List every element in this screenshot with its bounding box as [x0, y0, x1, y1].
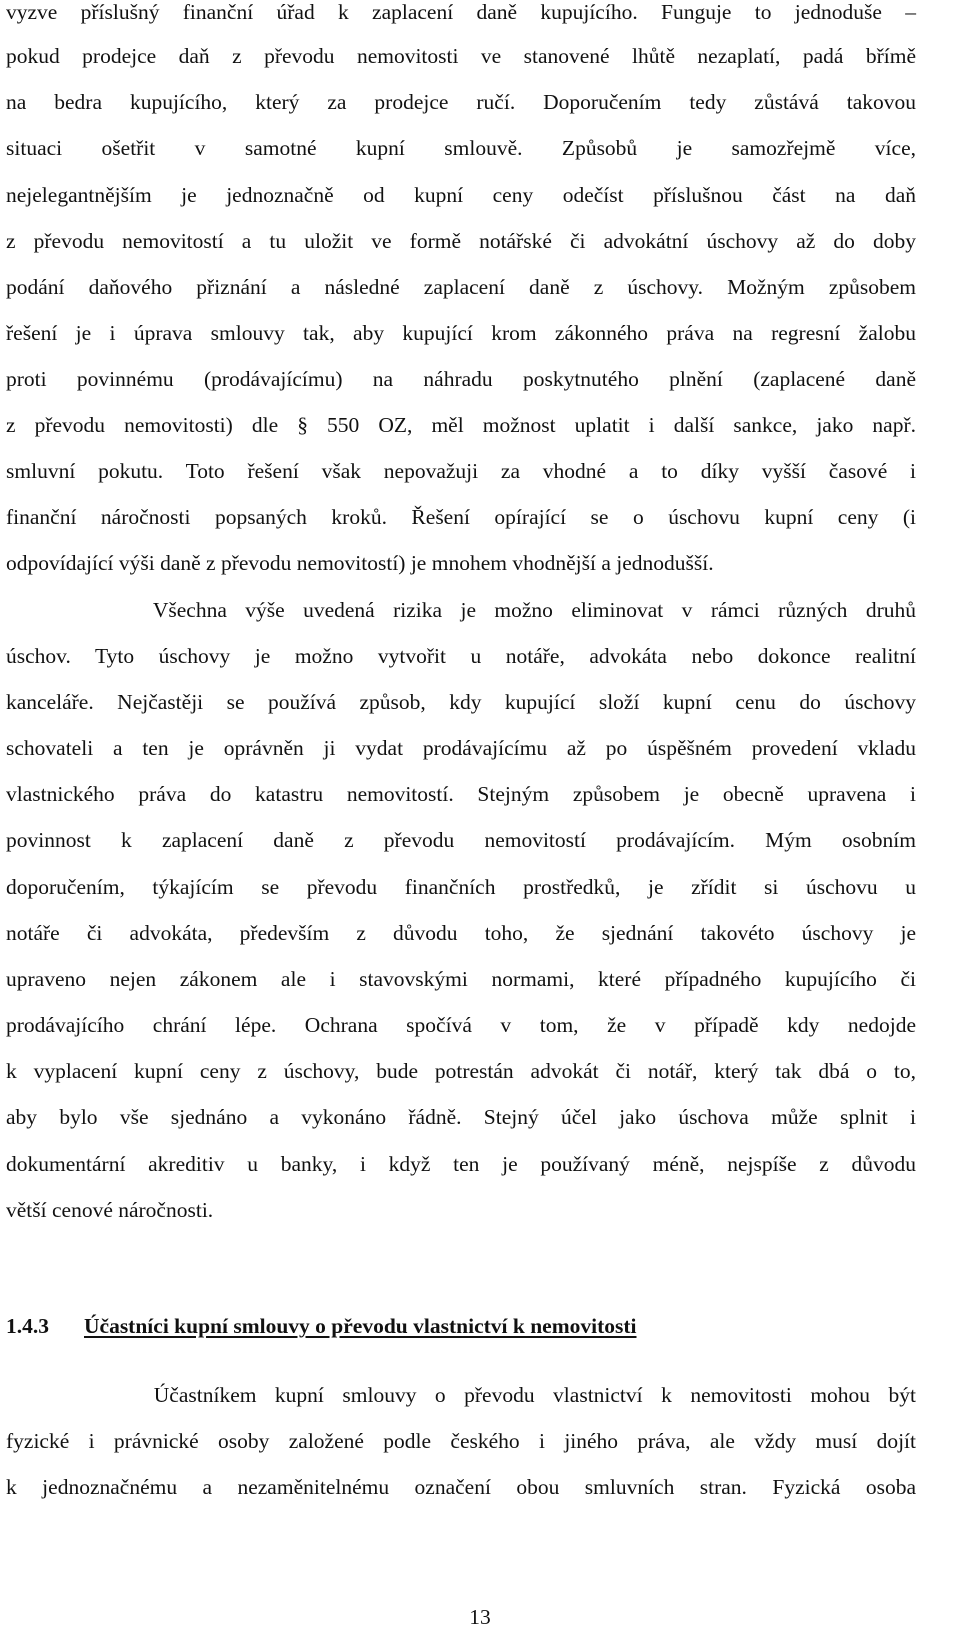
text-line: z převodu nemovitostí a tu uložit ve formě notářské či advokátní úschovy až do doby	[6, 229, 916, 253]
text-line: prodávajícího chrání lépe. Ochrana spočívá v tom, že v případě kdy nedojde	[6, 1013, 916, 1037]
text-line: Účastníkem kupní smlouvy o převodu vlastnictví k nemovitosti mohou být	[6, 1383, 916, 1407]
text-line: doporučením, týkajícím se převodu finančních prostředků, je zřídit si úschovu u	[6, 875, 916, 899]
text-line: situaci ošetřit v samotné kupní smlouvě. Způsobů je samozřejmě více,	[6, 136, 916, 160]
text-line: fyzické i právnické osoby založené podle českého i jiného práva, ale vždy musí dojít	[6, 1429, 916, 1453]
text-line: vyzve příslušný finanční úřad k zaplacení daně kupujícího. Funguje to jednoduše –	[6, 0, 916, 24]
text-line: aby bylo vše sjednáno a vykonáno řádně. Stejný účel jako úschova může splnit i	[6, 1105, 916, 1129]
text-line: z převodu nemovitosti) dle § 550 OZ, měl možnost uplatit i další sankce, jako např.	[6, 413, 916, 437]
text-line: schovateli a ten je oprávněn ji vydat prodávajícímu až po úspěšném provedení vkladu	[6, 736, 916, 760]
section-heading	[6, 1311, 916, 1341]
text-line: povinnost k zaplacení daně z převodu nemovitostí prodávajícím. Mým osobním	[6, 828, 916, 852]
text-line: k jednoznačnému a nezaměnitelnému označení obou smluvních stran. Fyzická osoba	[6, 1475, 916, 1499]
text-line: smluvní pokutu. Toto řešení však nepovažuji za vhodné a to díky vyšší časové i	[6, 459, 916, 483]
text-line: proti povinnému (prodávajícímu) na náhradu poskytnutého plnění (zaplacené daně	[6, 367, 916, 391]
text-line: notáře či advokáta, především z důvodu toho, že sjednání takovéto úschovy je	[6, 921, 916, 945]
text-line: na bedra kupujícího, který za prodejce ručí. Doporučením tedy zůstává takovou	[6, 90, 916, 114]
text-line: kanceláře. Nejčastěji se používá způsob, kdy kupující složí kupní cenu do úschovy	[6, 690, 916, 714]
text-line: podání daňového přiznání a následné zaplacení daně z úschovy. Možným způsobem	[6, 275, 916, 299]
section-title: Účastníci kupní smlouvy o převodu vlastnictví k nemovitosti	[84, 1314, 637, 1338]
text-line: pokud prodejce daň z převodu nemovitosti ve stanovené lhůtě nezaplatí, padá břímě	[6, 44, 916, 68]
text-line: odpovídající výši daně z převodu nemovitostí) je mnohem vhodnější a jednodušší.	[6, 551, 714, 575]
text-line: upraveno nejen zákonem ale i stavovskými normami, které případného kupujícího či	[6, 967, 916, 991]
text-line: větší cenové náročnosti.	[6, 1198, 214, 1222]
text-line: úschov. Tyto úschovy je možno vytvořit u notáře, advokáta nebo dokonce realitní	[6, 644, 916, 668]
text-line: finanční náročnosti popsaných kroků. Řešení opírající se o úschovu kupní ceny (i	[6, 505, 916, 529]
text-line: nejelegantnějším je jednoznačně od kupní ceny odečíst příslušnou část na daň	[6, 183, 916, 207]
text-line: Všechna výše uvedená rizika je možno eliminovat v rámci různých druhů	[6, 598, 916, 622]
text-line: řešení je i úprava smlouvy tak, aby kupující krom zákonného práva na regresní žalobu	[6, 321, 916, 345]
page-number: 13	[469, 1605, 491, 1629]
text-line: dokumentární akreditiv u banky, i když ten je používaný méně, nejspíše z důvodu	[6, 1152, 916, 1176]
section-number: 1.4.3	[6, 1314, 49, 1338]
text-line: k vyplacení kupní ceny z úschovy, bude potrestán advokát či notář, který tak dbá o to,	[6, 1059, 916, 1083]
text-line: vlastnického práva do katastru nemovitostí. Stejným způsobem je obecně upravena i	[6, 782, 916, 806]
